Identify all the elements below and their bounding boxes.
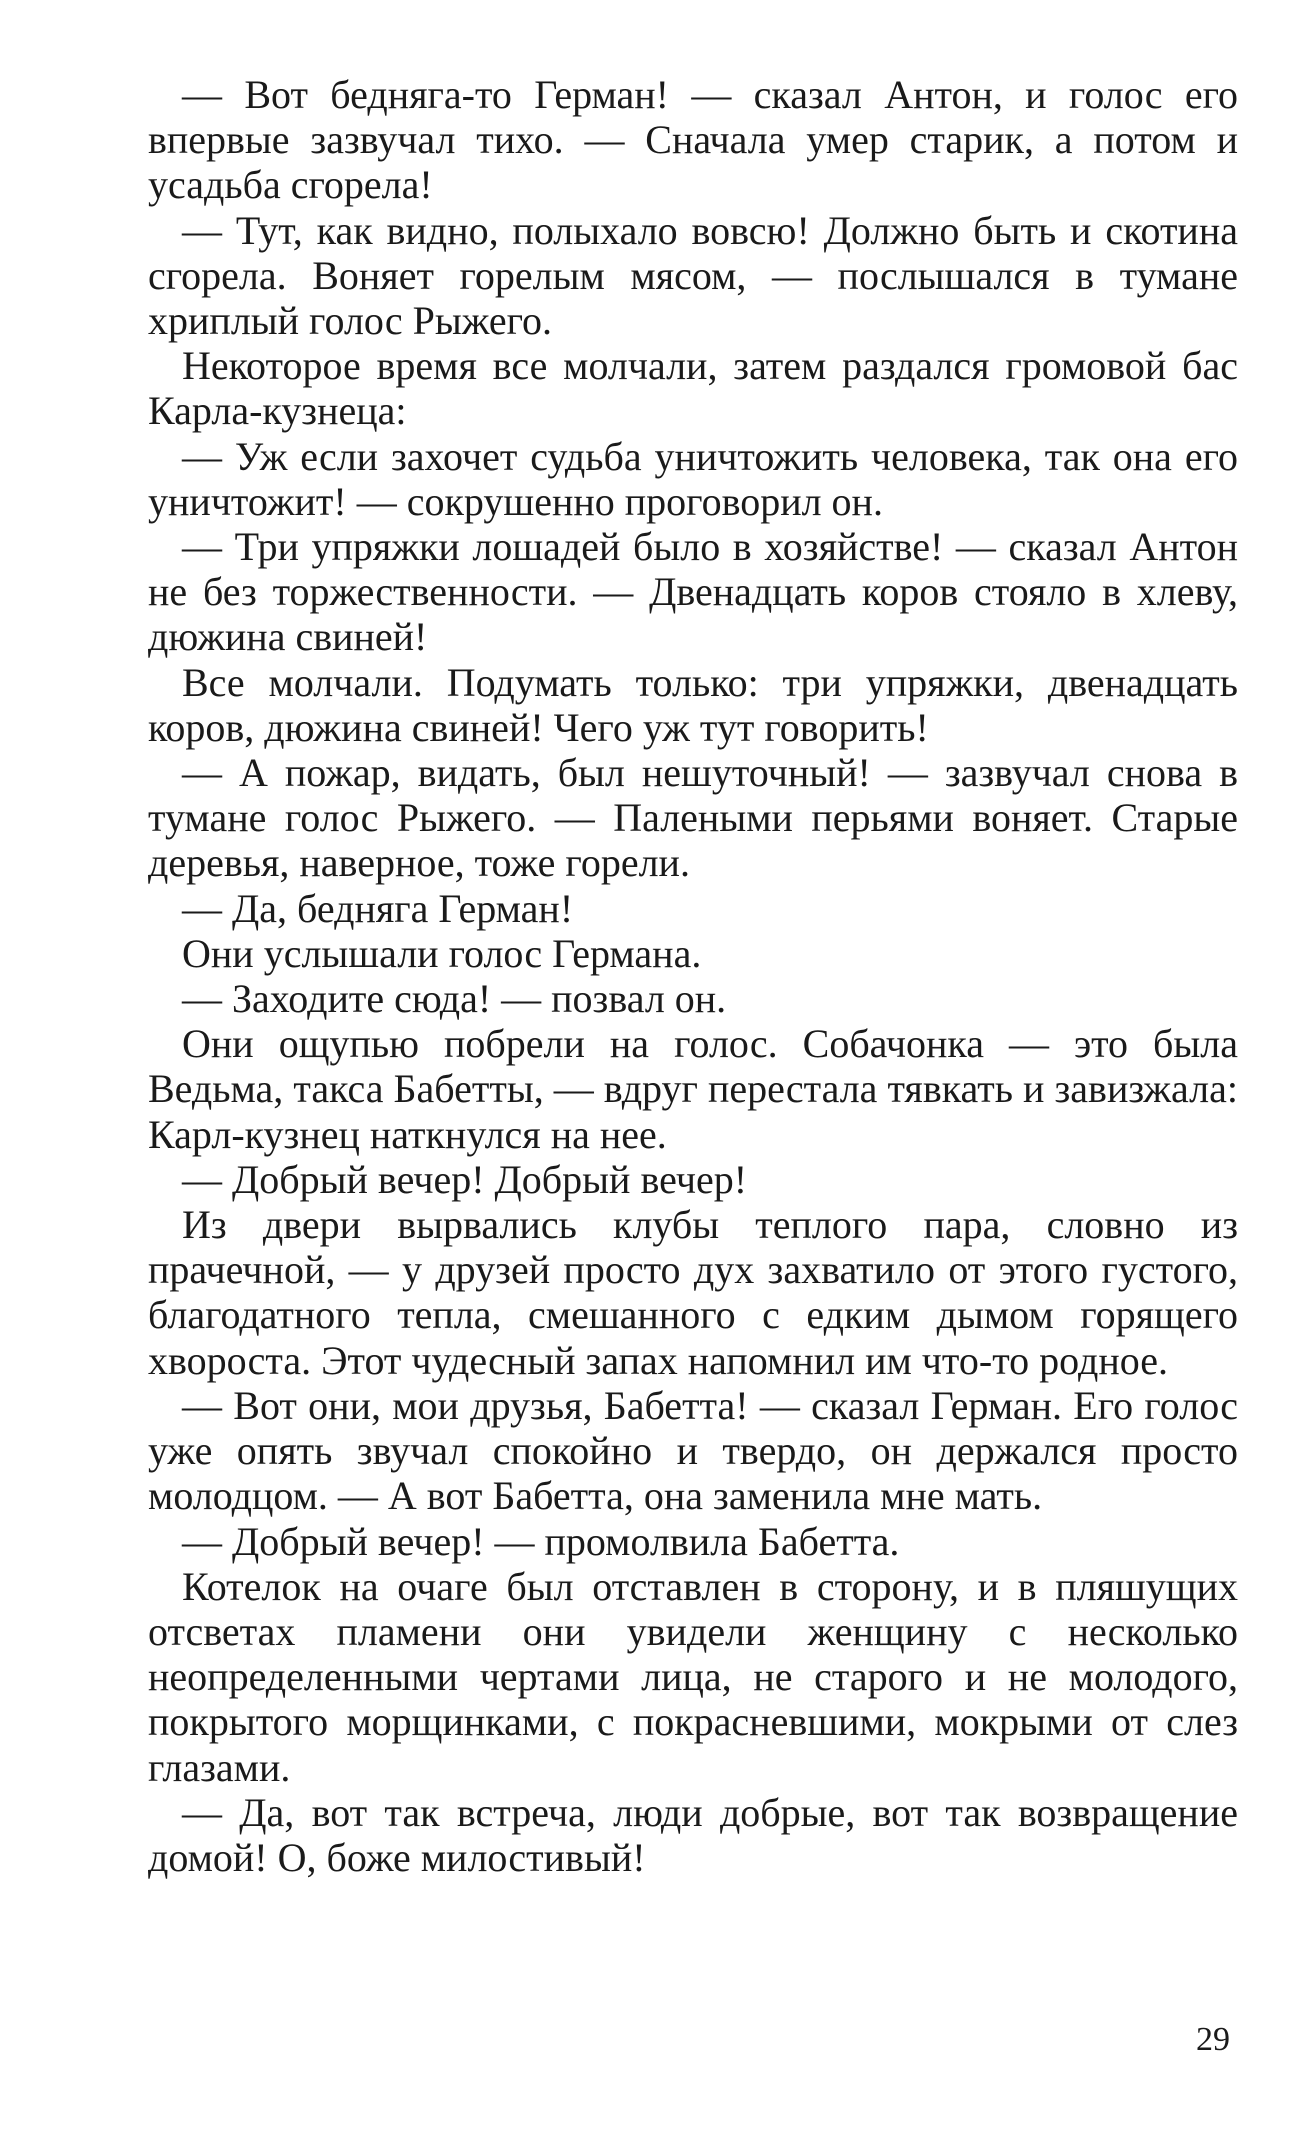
paragraph: — Вот они, мои друзья, Бабетта! — сказал Герман. Его голос уже опять звучал спокойно и твердо, он держался просто молодцом. — А вот Бабетта, она заменила мне мать. bbox=[148, 1382, 1238, 1519]
paragraph: Они услышали голос Германа. bbox=[182, 930, 702, 976]
paragraph: — Добрый вечер! — промолвила Бабетта. bbox=[182, 1518, 900, 1564]
body-text bbox=[148, 72, 1238, 1880]
paragraph: — Заходите сюда! — позвал он. bbox=[182, 976, 727, 1022]
page-number: 29 bbox=[1196, 2021, 1230, 2058]
paragraph: Котелок на очаге был отставлен в сторону, и в пляшущих отсветах пламени они увидели женщину с несколько неопределенными чертами лица, не старого и не молодого, покрытого морщинками, с покрасневшими, мокрыми от слез глазами. bbox=[148, 1563, 1238, 1790]
paragraph: — Добрый вечер! Добрый вечер! bbox=[182, 1156, 748, 1202]
paragraph: — Да, бедняга Герман! bbox=[182, 885, 574, 931]
paragraph: — Уж если захочет судьба уничтожить человека, так она его уничтожит! — сокрушенно проговорил он. bbox=[148, 433, 1238, 524]
paragraph: — А пожар, видать, был нешуточный! — зазвучал снова в тумане голос Рыжего. — Палеными перьями воняет. Старые деревья, наверное, тоже горели. bbox=[148, 750, 1238, 886]
paragraph: Они ощупью побрели на голос. Собачонка — это была Ведьма, такса Бабетты, — вдруг перестала тявкать и завизжала: Карл-кузнец наткнулся на нее. bbox=[148, 1021, 1238, 1157]
paragraph: Некоторое время все молчали, затем раздался громовой бас Карла-кузнеца: bbox=[148, 343, 1238, 434]
paragraph: Из двери вырвались клубы теплого пара, словно из прачечной, — у друзей просто дух захватило от этого густого, благодатного тепла, смешанного с едким дымом горящего хвороста. Этот чудесный запах напомнил им что-то родное. bbox=[148, 1202, 1238, 1383]
paragraph: — Три упряжки лошадей было в хозяйстве! — сказал Антон не без торжественности. — Двенадцать коров стояло в хлеву, дюжина свиней! bbox=[148, 524, 1238, 660]
paragraph: — Да, вот так встреча, люди добрые, вот так возвращение домой! О, боже милостивый! bbox=[148, 1789, 1238, 1880]
paragraph: — Вот бедняга-то Герман! — сказал Антон, и голос его впервые зазвучал тихо. — Сначала умер старик, а потом и усадьба сгорела! bbox=[148, 72, 1238, 208]
paragraph: Все молчали. Подумать только: три упряжки, двенадцать коров, дюжина свиней! Чего уж тут говорить! bbox=[148, 659, 1238, 750]
paragraph: — Тут, как видно, полыхало вовсю! Должно быть и скотина сгорела. Воняет горелым мясом, — послышался в тумане хриплый голос Рыжего. bbox=[148, 207, 1238, 344]
